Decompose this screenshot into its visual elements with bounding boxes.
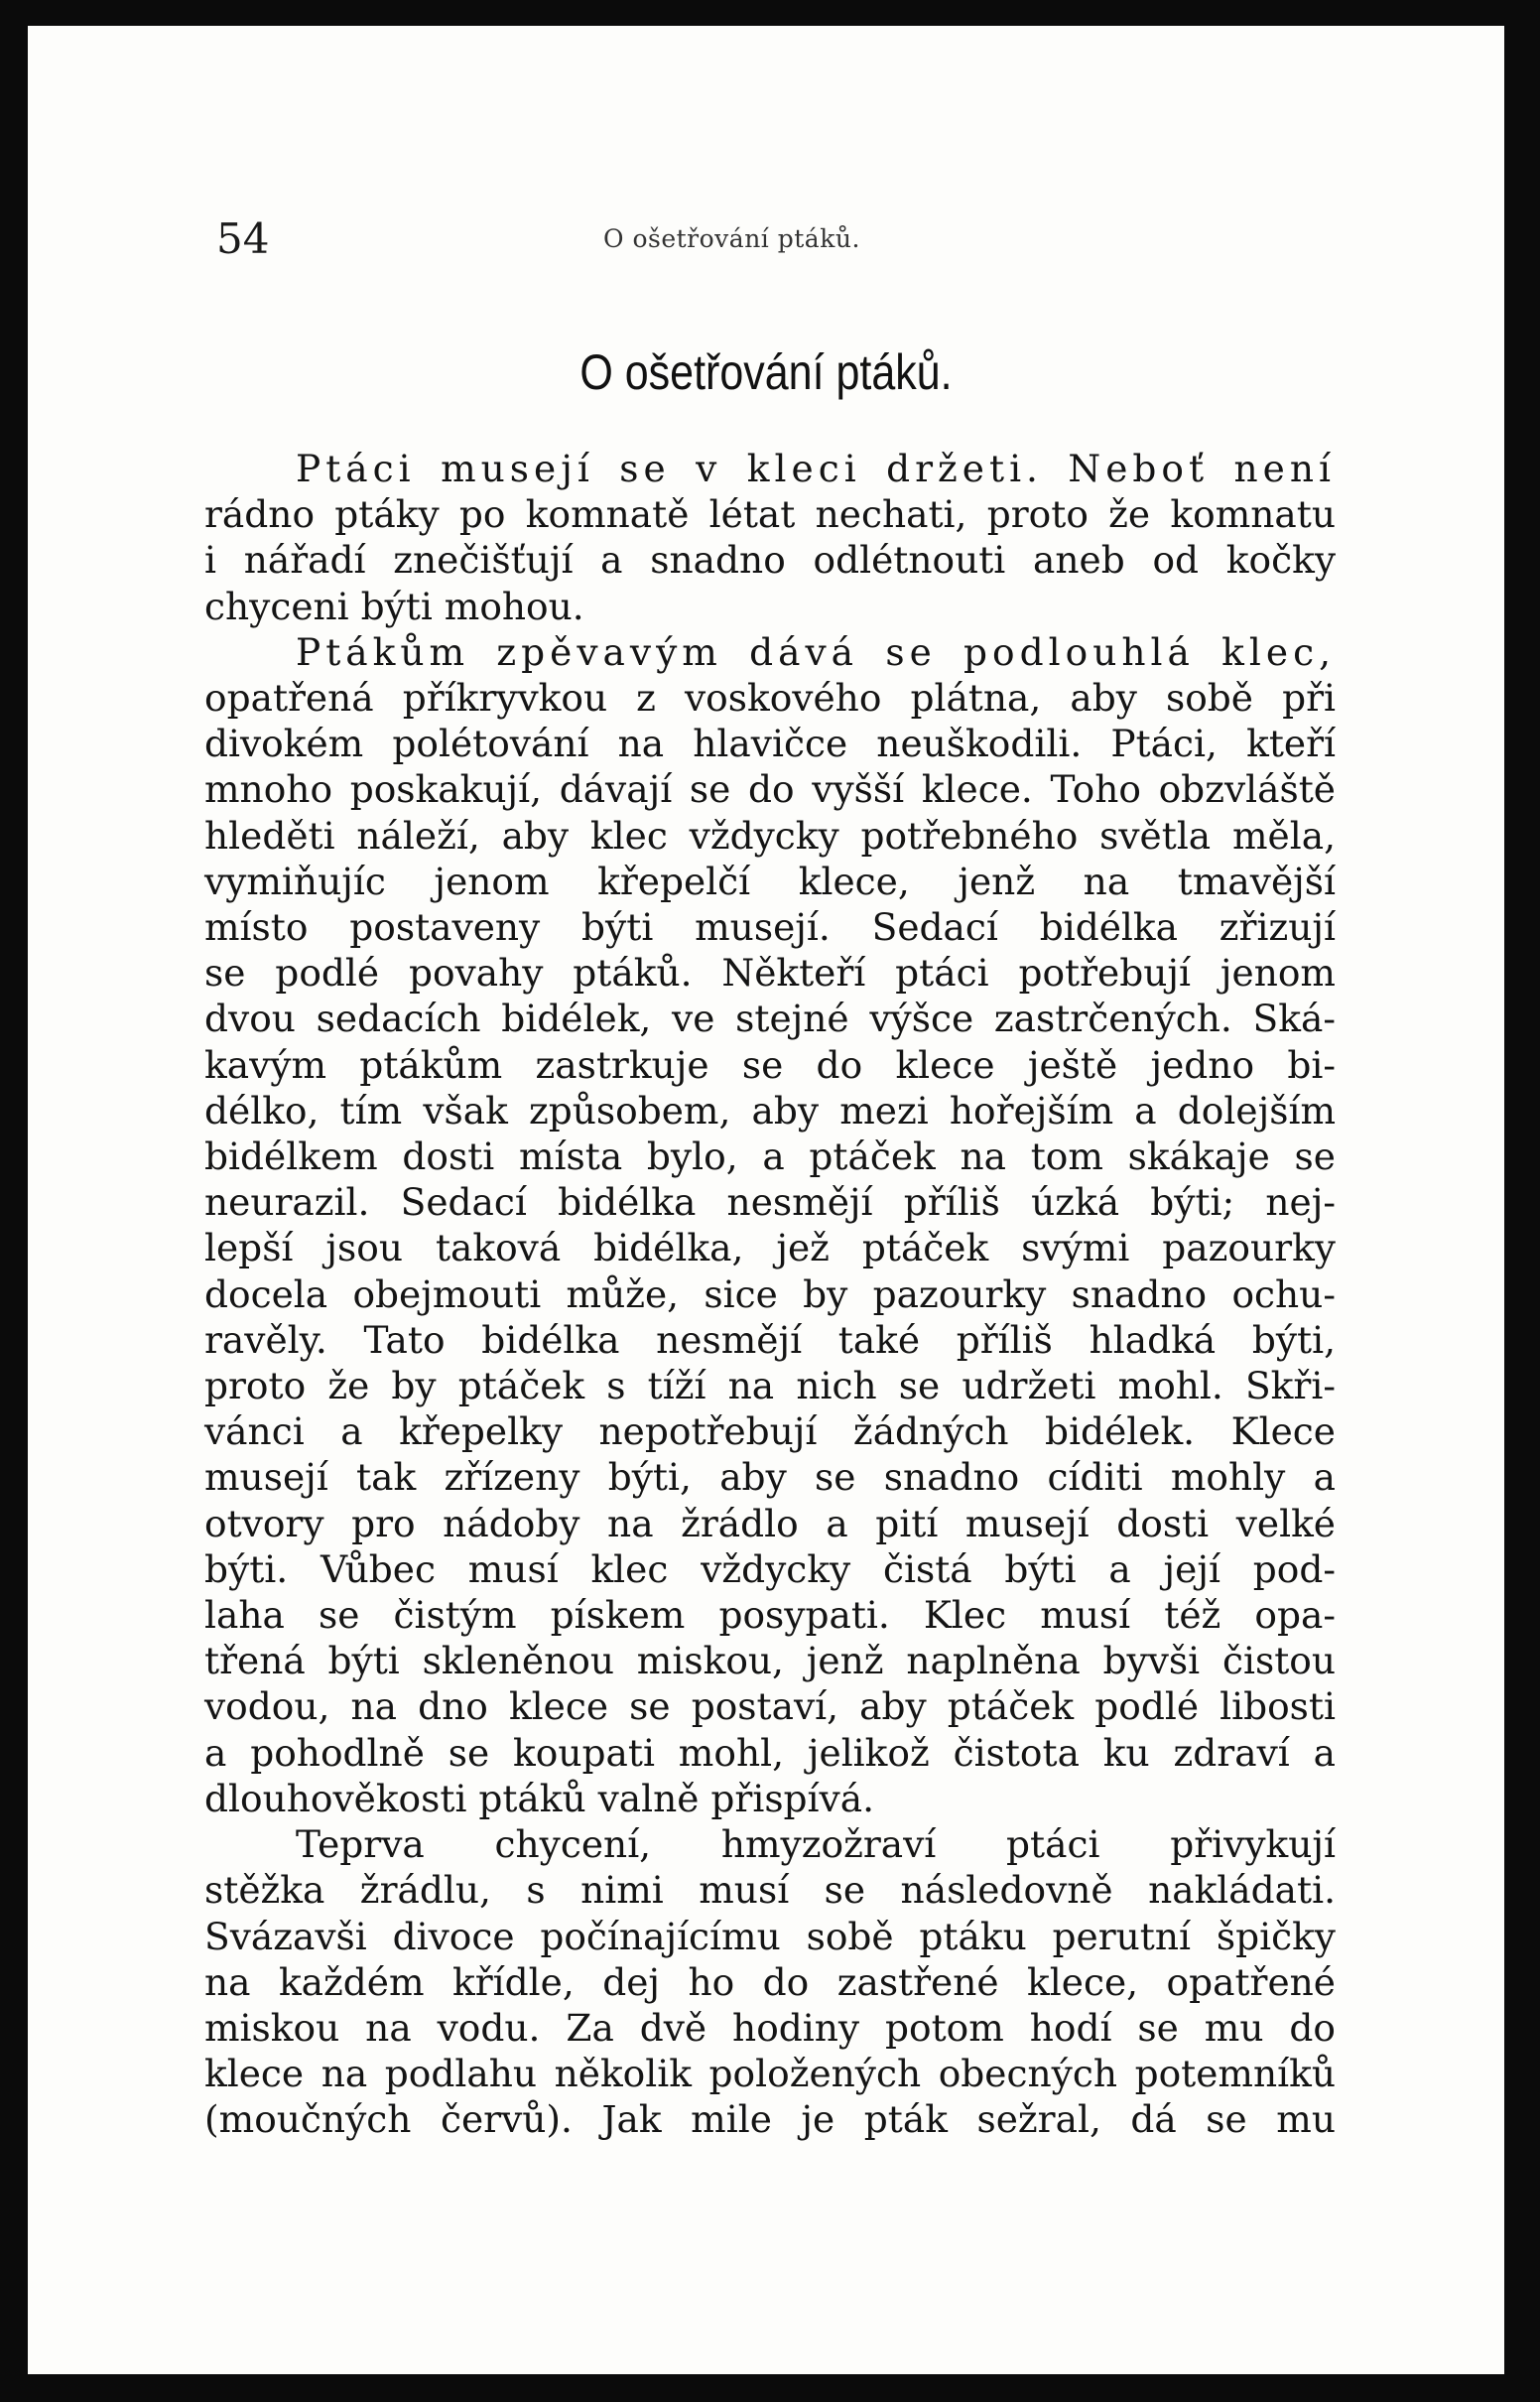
text-line: i nářadí znečišťují a snadno odlétnouti aneb od kočky bbox=[204, 538, 1336, 583]
text-line: býti. Vůbec musí klec vždycky čistá býti a její pod- bbox=[204, 1546, 1336, 1591]
text-line: místo postaveny býti musejí. Sedací bidélka zřizují bbox=[204, 905, 1336, 950]
text-line: stěžka žrádlu, s nimi musí se následovně nakládati. bbox=[204, 1868, 1336, 1913]
body-text bbox=[204, 446, 1336, 2143]
text-line: proto že by ptáček s tíží na nich se udržeti mohl. Skři- bbox=[204, 1364, 1336, 1408]
running-head: O ošetřování ptáků. bbox=[603, 224, 860, 253]
text-line: Ptáci musejí se v kleci držeti. Neboť není bbox=[296, 447, 1336, 490]
text-line: bidélkem dosti místa bylo, a ptáček na tom skákaje se bbox=[204, 1134, 1336, 1179]
text-line: Svázavši divoce počínajícímu sobě ptáku perutní špičky bbox=[204, 1914, 1336, 1958]
text-line: Teprva chycení, hmyzožraví ptáci přivykují bbox=[296, 1822, 1336, 1867]
text-line: otvory pro nádoby na žrádlo a pití musejí dosti velké bbox=[204, 1501, 1336, 1545]
text-line: musejí tak zřízeny býti, aby se snadno cíditi mohly a bbox=[204, 1455, 1336, 1500]
text-line: vodou, na dno klece se postaví, aby ptáček podlé libosti bbox=[204, 1684, 1336, 1729]
text-line: lepší jsou taková bidélka, jež ptáček svými pazourky bbox=[204, 1226, 1336, 1270]
text-line: (moučných červů). Jak mile je pták sežral, dá se mu bbox=[204, 2097, 1336, 2142]
text-line: klece na podlahu několik položených obecných potemníků bbox=[204, 2052, 1336, 2096]
text-line: rádno ptáky po komnatě létat nechati, proto že komnatu bbox=[204, 492, 1336, 537]
text-line: dlouhověkosti ptáků valně přispívá. bbox=[204, 1776, 875, 1820]
text-line: dvou sedacích bidélek, ve stejné výšce zastrčených. Ská- bbox=[204, 997, 1336, 1041]
text-line: délko, tím však způsobem, aby mezi hořejším a dolejším bbox=[204, 1088, 1336, 1133]
text-line: neurazil. Sedací bidélka nesmějí příliš úzká býti; nej- bbox=[204, 1180, 1336, 1225]
text-line: se podlé povahy ptáků. Někteří ptáci potřebují jenom bbox=[204, 951, 1336, 996]
text-line: třená býti skleněnou miskou, jenž naplněna byvši čistou bbox=[204, 1639, 1336, 1683]
text-line: laha se čistým pískem posypati. Klec musí též opa- bbox=[204, 1593, 1336, 1638]
text-line: ravěly. Tato bidélka nesmějí také příliš hladká býti, bbox=[204, 1317, 1336, 1362]
text-line: vymiňujíc jenom křepelčí klece, jenž na tmavější bbox=[204, 859, 1336, 903]
text-line: mnoho poskakují, dávají se do vyšší klece. Toho obzvláště bbox=[204, 767, 1336, 812]
text-line: docela obejmouti může, sice by pazourky snadno ochu- bbox=[204, 1271, 1336, 1316]
chapter-title: O ošetřování ptáků. bbox=[579, 344, 953, 400]
text-line: miskou na vodu. Za dvě hodiny potom hodí se mu do bbox=[204, 2005, 1336, 2050]
book-page bbox=[28, 26, 1504, 2374]
text-line: divokém polétování na hlavičce neuškodili. Ptáci, kteří bbox=[204, 722, 1336, 766]
page-number: 54 bbox=[216, 214, 270, 263]
text-line: hleděti náleží, aby klec vždycky potřebného světla měla, bbox=[204, 813, 1336, 858]
text-line: kavým ptákům zastrkuje se do klece ještě jedno bi- bbox=[204, 1042, 1336, 1087]
text-line: vánci a křepelky nepotřebují žádných bidélek. Klece bbox=[204, 1409, 1336, 1454]
page-header bbox=[216, 214, 1328, 274]
text-line: chyceni býti mohou. bbox=[204, 584, 584, 628]
text-line: Ptákům zpěvavým dává se podlouhlá klec, bbox=[296, 629, 1336, 674]
text-line: a pohodlně se koupati mohl, jelikož čistota ku zdraví a bbox=[204, 1730, 1336, 1775]
text-line: opatřená příkryvkou z voskového plátna, aby sobě při bbox=[204, 676, 1336, 721]
text-line: na každém křídle, dej ho do zastřené klece, opatřené bbox=[204, 1959, 1336, 2004]
